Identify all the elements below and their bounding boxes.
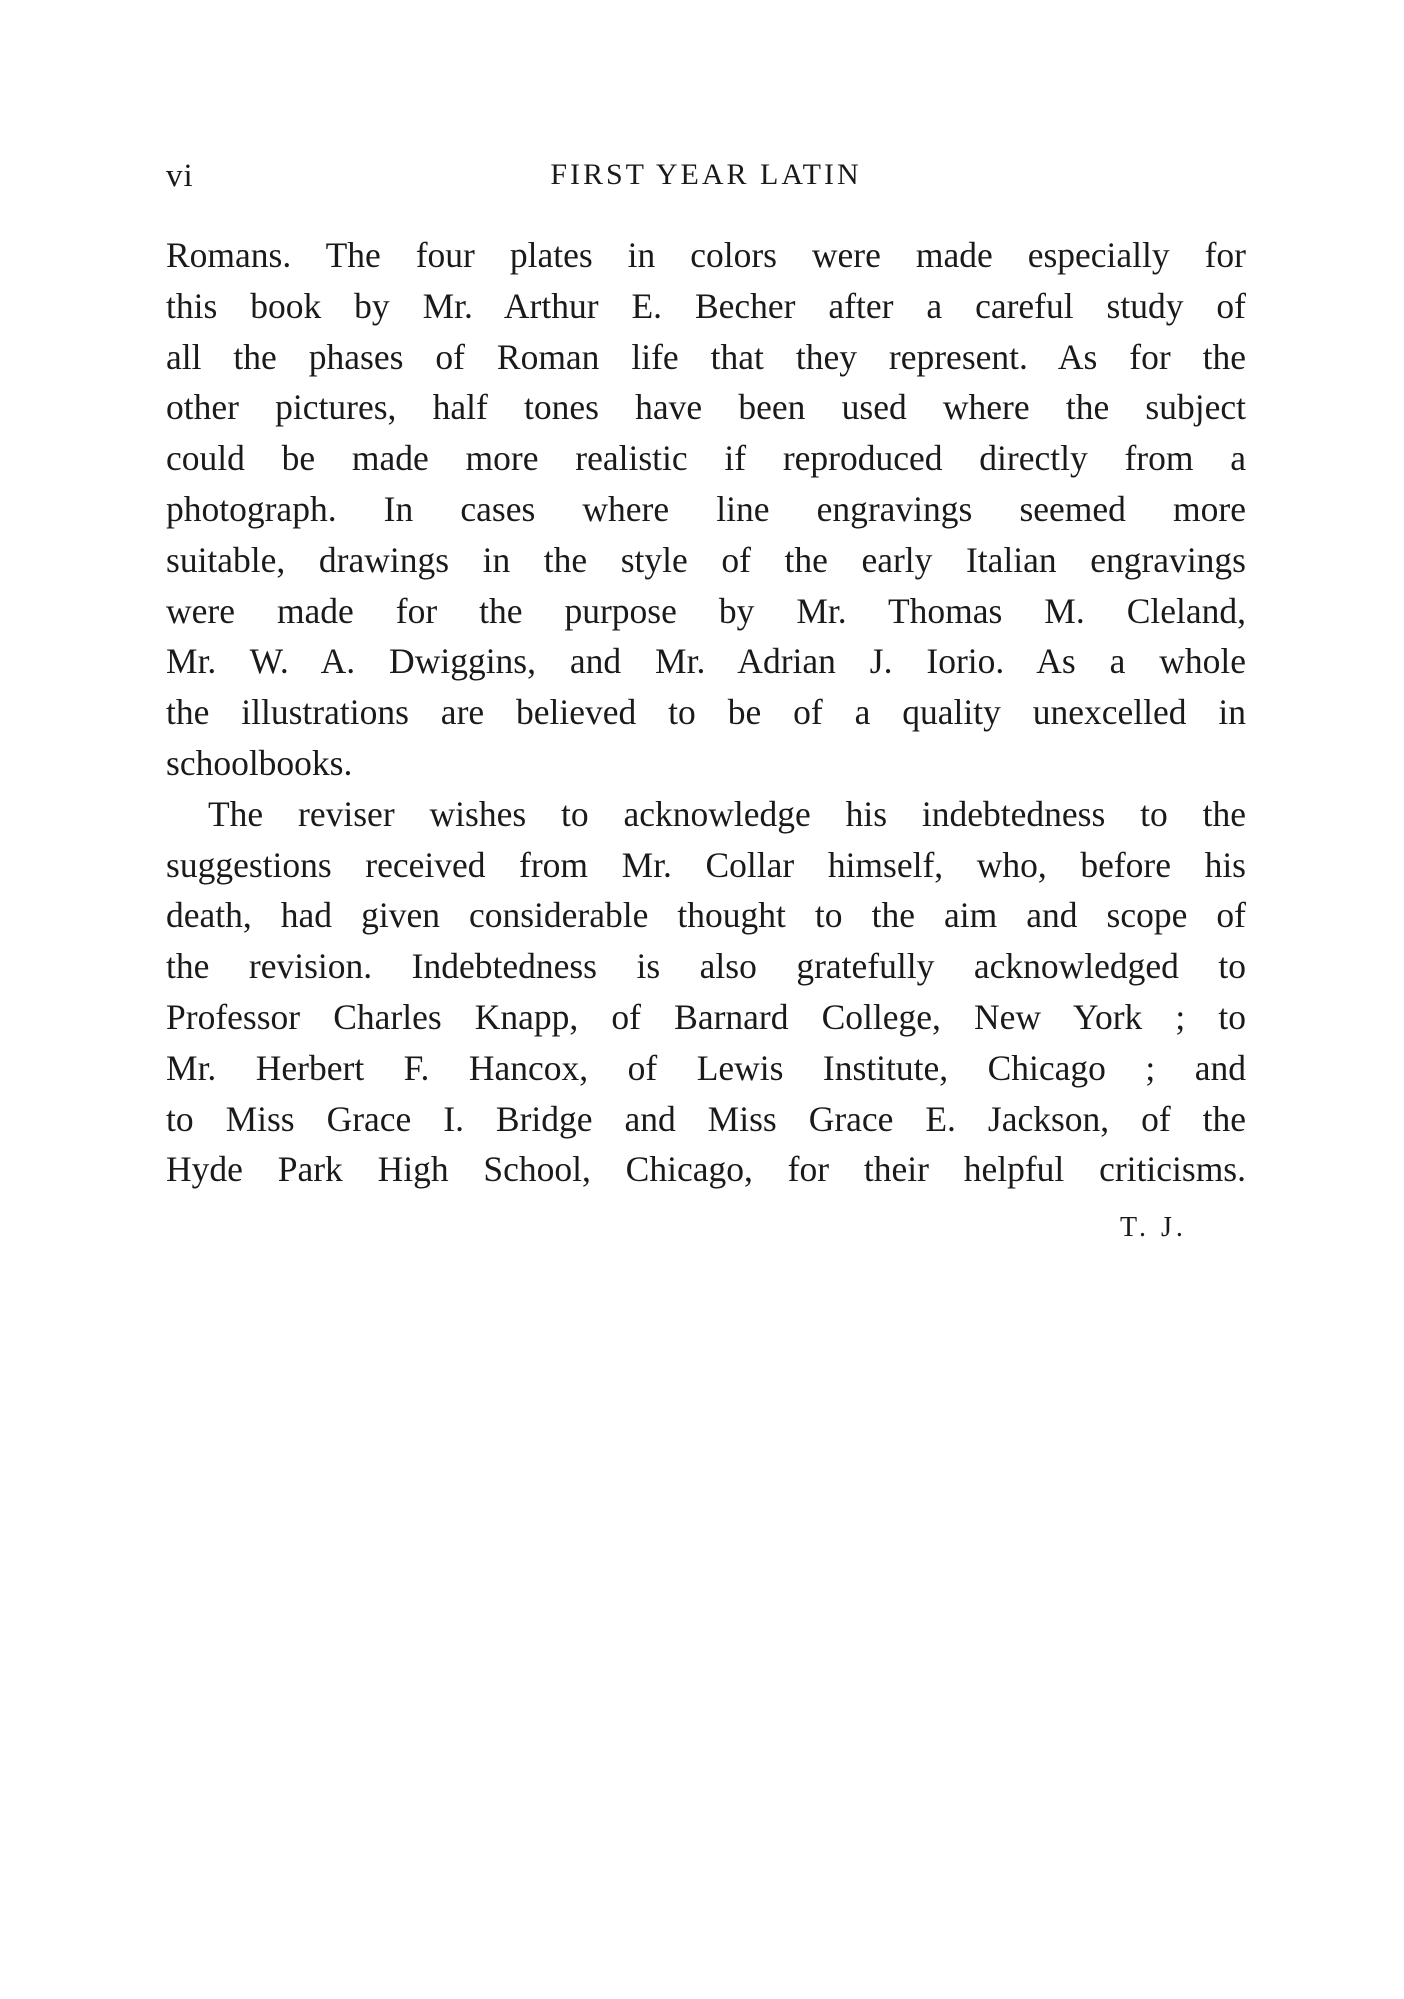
text-line: Mr. W. A. Dwiggins, and Mr. Adrian J. Iorio. As a whole: [166, 641, 1246, 682]
page-title: FIRST YEAR LATIN: [550, 158, 862, 191]
running-head: [166, 158, 1246, 202]
text-line: Romans. The four plates in colors were made especially for: [166, 235, 1246, 275]
text-line: the illustrations are believed to be of a quality unexcelled in: [166, 692, 1246, 733]
text-line: death, had given considerable thought to the aim and scope of: [166, 895, 1246, 936]
text-line: were made for the purpose by Mr. Thomas M. Cleland,: [166, 590, 1246, 631]
text-line: Mr. Herbert F. Hancox, of Lewis Institute, Chicago ; and: [166, 1047, 1246, 1088]
author-initials: T. J.: [1120, 1212, 1187, 1243]
text-line: all the phases of Roman life that they represent. As for the: [166, 336, 1246, 377]
text-line: could be made more realistic if reproduced directly from a: [166, 438, 1246, 479]
text-line: this book by Mr. Arthur E. Becher after a careful study of: [166, 285, 1246, 326]
text-line: The reviser wishes to acknowledge his indebtedness to the: [208, 793, 1246, 834]
text-line: the revision. Indebtedness is also gratefully acknowledged to: [166, 946, 1246, 987]
body-text: [166, 230, 1246, 1195]
text-line: suggestions received from Mr. Collar himself, who, before his: [166, 844, 1246, 885]
page-number: vi: [166, 158, 194, 194]
text-line: suitable, drawings in the style of the early Italian engravings: [166, 539, 1246, 580]
text-line: photograph. In cases where line engravings seemed more: [166, 488, 1246, 529]
paragraph-1: [166, 230, 1246, 789]
text-line: to Miss Grace I. Bridge and Miss Grace E. Jackson, of the: [166, 1098, 1246, 1139]
paragraph-2: [166, 789, 1246, 1195]
text-line: Professor Charles Knapp, of Barnard College, New York ; to: [166, 996, 1246, 1037]
text-line: other pictures, half tones have been used where the subject: [166, 387, 1246, 428]
text-line: schoolbooks.: [166, 742, 353, 783]
text-line: Hyde Park High School, Chicago, for their helpful criticisms.: [166, 1149, 1246, 1190]
